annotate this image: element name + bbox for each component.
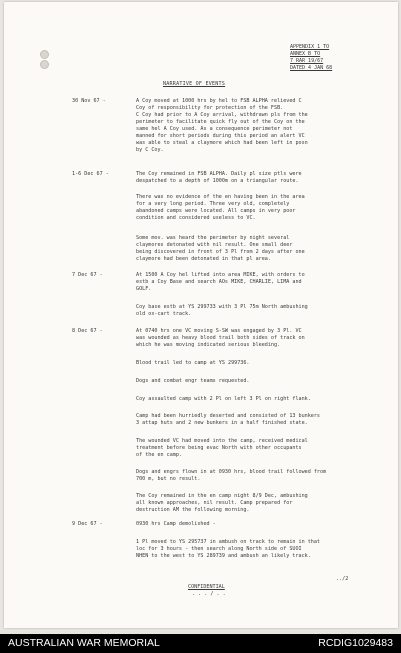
entry-line: GOLF. bbox=[136, 286, 152, 292]
entry-line: Dogs and engrs flown in at 0930 hrs, blood trail followed from bbox=[136, 469, 327, 475]
entry-line: treatment before being evac North with other occupants bbox=[136, 445, 302, 451]
entry-date: 7 Dec 67 - bbox=[72, 272, 103, 278]
entry-line: by C Coy. bbox=[136, 147, 164, 153]
entry-line: Some mov. was heard the perimeter by night several bbox=[136, 235, 290, 241]
continuation-marker: ../2 bbox=[336, 576, 349, 582]
entry-line: for a very long period. Three very old, completely bbox=[136, 201, 290, 207]
entry-line: 3 attap huts and 2 new bunkers in a half finished state. bbox=[136, 420, 308, 426]
entry-line: Coy base estb at YS 299733 with 3 Pl 75m North ambushing bbox=[136, 304, 308, 310]
entry-date: 1-6 Dec 67 - bbox=[72, 171, 109, 177]
entry-line: The Coy remained in the en camp night 8/9 Dec, ambushing bbox=[136, 493, 308, 499]
entry-line: was wounded as heavy blood trail both sides of track on bbox=[136, 335, 305, 341]
entry-line: was able to steal a claymore which had been left in posn bbox=[136, 140, 308, 146]
entry-line: C Coy had prior to A Coy arrival, withdrawn pls from the bbox=[136, 112, 308, 118]
reference-line-2: ANNEX B TO bbox=[290, 51, 321, 57]
reference-line-1: APPENDIX 1 TO bbox=[290, 44, 330, 50]
entry-line: NHEN to the west to YS 289739 and ambush an likely track. bbox=[136, 553, 311, 559]
entry-line: The Coy remained in FSB ALPHA. Daily pl size ptls were bbox=[136, 171, 302, 177]
entry-line: 1 Pl moved to YS 295737 in ambush on track to remain in that bbox=[136, 539, 321, 545]
reference-line-3: 7 RAR 19/67 bbox=[290, 58, 324, 64]
entry-line: old ox-cart track. bbox=[136, 311, 192, 317]
entry-line: perimeter to facilitate quick fly out of the Coy on the bbox=[136, 119, 305, 125]
entry-line: At 0740 hrs one VC moving S-SW was engaged by 3 Pl. VC bbox=[136, 328, 302, 334]
entry-date: 8 Dec 67 - bbox=[72, 328, 103, 334]
document-heading: NARRATIVE OF EVENTS bbox=[163, 81, 226, 87]
entry-line: 700 m, but no result. bbox=[136, 476, 201, 482]
entry-line: At 1500 A Coy hel lifted into area MIKE, with orders to bbox=[136, 272, 305, 278]
entry-line: Blood trail led to camp at YS 299736. bbox=[136, 360, 250, 366]
entry-line: claymore had been detonated in that pl area. bbox=[136, 256, 271, 262]
entry-line: despatched to a depth of 1000m on a triangular route. bbox=[136, 178, 299, 184]
classification-marking: CONFIDENTIAL bbox=[188, 584, 225, 590]
entry-line: claymores detonated with nil result. One small deer bbox=[136, 242, 293, 248]
punch-hole bbox=[40, 50, 49, 59]
entry-line: manned for short periods during this period an alert VC bbox=[136, 133, 305, 139]
entry-line: A Coy moved at 1000 hrs by hel to FSB ALPHA relieved C bbox=[136, 98, 302, 104]
archive-name: AUSTRALIAN WAR MEMORIAL bbox=[8, 637, 160, 649]
entry-line: being discovered in front of 3 Pl from 2 days after one bbox=[136, 249, 305, 255]
archive-source-bar bbox=[0, 634, 401, 653]
entry-line: abandoned camps were located. All camps in very poor bbox=[136, 208, 296, 214]
entry-line: Coy assaulted camp with 2 Pl on left 3 Pl on right flank. bbox=[136, 396, 311, 402]
entry-line: The wounded VC had moved into the camp, received medical bbox=[136, 438, 308, 444]
archive-record-id: RCDIG1029483 bbox=[318, 637, 393, 649]
entry-line: all known approaches, nil result. Camp prepared for bbox=[136, 500, 293, 506]
entry-line: estb a Coy Base and search AOs MIKE, CHARLIE, LIMA and bbox=[136, 279, 302, 285]
classification-dots: . . . / . . bbox=[192, 591, 226, 597]
entry-line: same hel A Coy used. As a consequence perimeter not bbox=[136, 126, 293, 132]
entry-line: There was no evidence of the en having been in the area bbox=[136, 194, 305, 200]
entry-line: 0930 hrs Camp demolished - bbox=[136, 521, 216, 527]
entry-line: of the en camp. bbox=[136, 452, 183, 458]
entry-line: condition and considered useless to VC. bbox=[136, 215, 256, 221]
entry-line: which he was moving indicated serious bleeding. bbox=[136, 342, 281, 348]
document-page bbox=[4, 2, 398, 628]
entry-date: 9 Dec 67 - bbox=[72, 521, 103, 527]
appendix-reference bbox=[290, 44, 360, 72]
entry-line: destruction AM the following morning. bbox=[136, 507, 250, 513]
entry-line: Coy of responsibility for protection of the FSB. bbox=[136, 105, 284, 111]
entry-date: 30 Nov 67 - bbox=[72, 98, 106, 104]
entry-line: Dogs and combat engr teams requested. bbox=[136, 378, 250, 384]
reference-line-4: DATED 4 JAN 68 bbox=[290, 65, 333, 71]
punch-hole bbox=[40, 60, 49, 69]
entry-line: Camp had been hurriedly deserted and consisted of 13 bunkers bbox=[136, 413, 321, 419]
entry-line: loc for 3 hours - then search along North side of SUOI bbox=[136, 546, 302, 552]
